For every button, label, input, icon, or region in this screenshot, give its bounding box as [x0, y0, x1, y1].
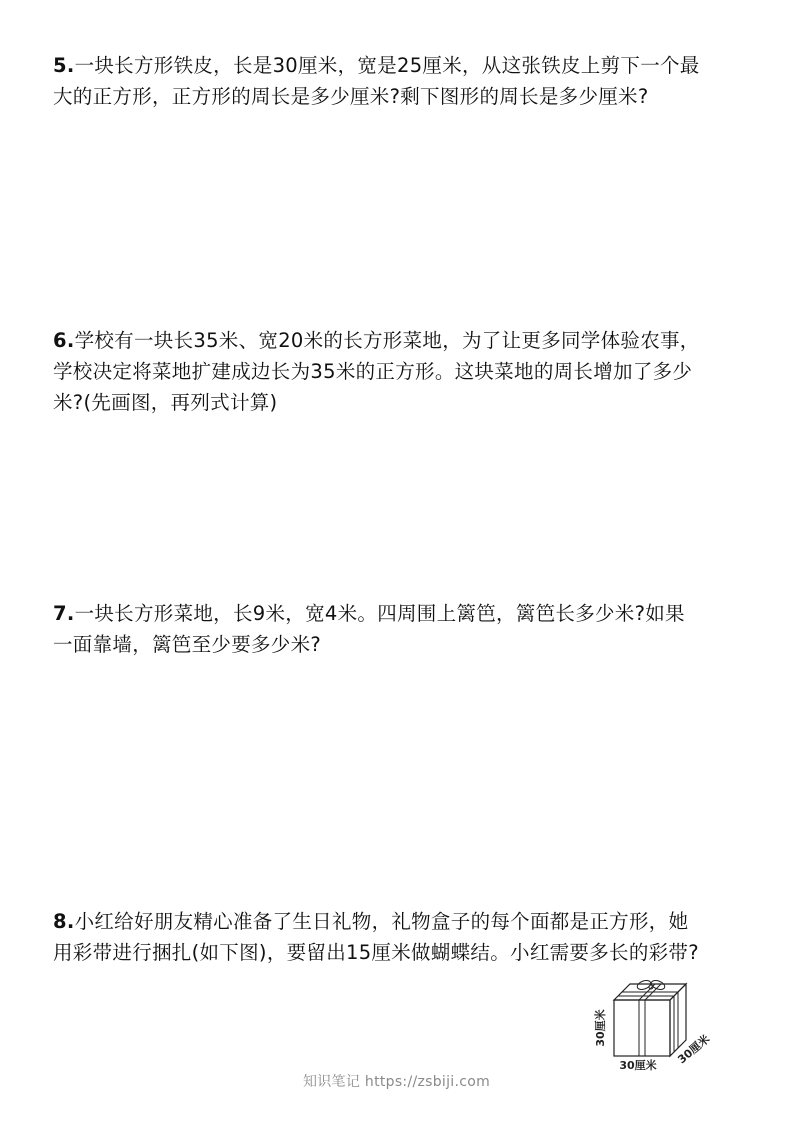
question-7-number: 7. [53, 602, 75, 625]
label-height: 30厘米 [594, 1009, 607, 1047]
question-8-text-1: 小红给好朋友精心准备了生日礼物，礼物盒子的每个面都是正方形，她 [74, 910, 689, 933]
question-8-line-1 [53, 906, 753, 937]
ribbon [618, 984, 678, 1056]
label-depth: 30厘米 [675, 1032, 713, 1067]
label-width: 30厘米 [619, 1059, 657, 1072]
question-5 [53, 50, 753, 112]
question-6-text-1: 学校有一块长35米、宽20米的长方形菜地，为了让更多同学体验农事， [74, 329, 700, 352]
question-6-text-3: 米?(先画图，再列式计算) [53, 391, 278, 414]
question-8-text-2: 用彩带进行捆扎(如下图)，要留出15厘米做蝴蝶结。小红需要多长的彩带? [53, 941, 699, 964]
question-5-text-2: 大的正方形，正方形的周长是多少厘米?剩下图形的周长是多少厘米? [53, 85, 649, 108]
question-7 [53, 598, 753, 660]
question-6 [53, 325, 753, 418]
question-7-text-1: 一块长方形菜地，长9米，宽4米。四周围上篱笆，篱笆长多少米?如果 [74, 602, 685, 625]
question-8-number: 8. [53, 910, 75, 933]
gift-box-figure [588, 976, 718, 1074]
question-5-text-1: 一块长方形铁皮，长是30厘米，宽是25厘米，从这张铁皮上剪下一个最 [74, 54, 700, 77]
question-5-line-1 [53, 50, 753, 81]
question-7-line-1 [53, 598, 753, 629]
bow-icon [636, 979, 666, 991]
question-5-number: 5. [53, 54, 75, 77]
question-6-text-2: 学校决定将菜地扩建成边长为35米的正方形。这块菜地的周长增加了多少 [53, 360, 693, 383]
question-6-line-1 [53, 325, 753, 356]
question-8 [53, 906, 753, 968]
footer-watermark: 知识笔记 https://zsbiji.com [302, 1074, 491, 1090]
question-6-number: 6. [53, 329, 75, 352]
question-7-text-2: 一面靠墙，篱笆至少要多少米? [53, 633, 322, 656]
